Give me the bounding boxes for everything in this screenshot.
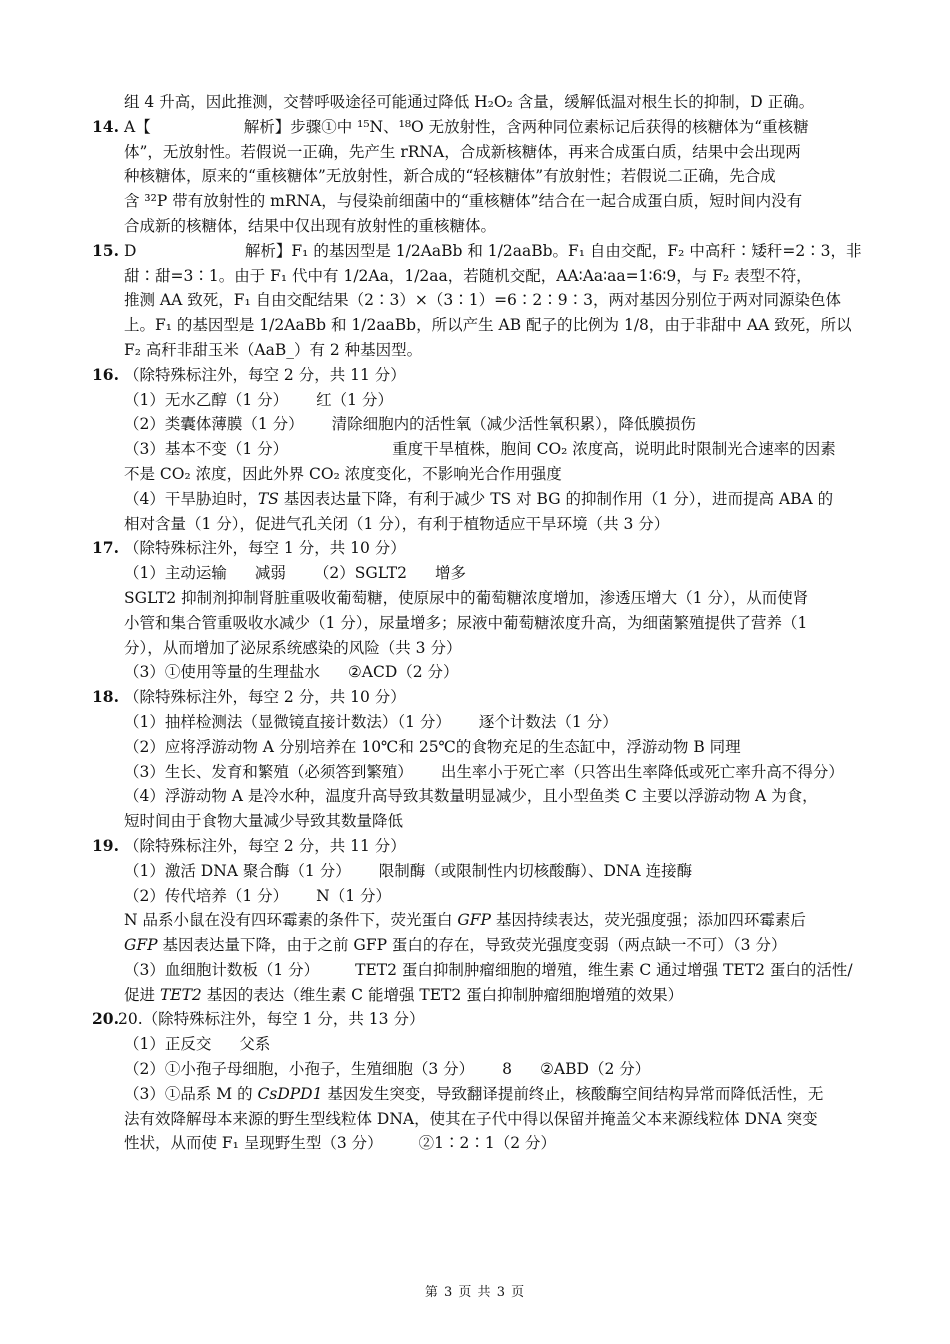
question-17	[92, 536, 862, 685]
question-number: 18.	[92, 687, 119, 707]
q15-line-3: 推测 AA 致死，F₁ 自由交配结果（2∶3）×（3∶1）=6∶2∶9∶3，两对基因分别位于两对同源染色体	[124, 291, 842, 310]
question-14	[92, 115, 862, 239]
question-15	[92, 239, 862, 363]
question-number: 20.	[92, 1009, 119, 1029]
q19-answer-2a: （2）传代培养（1 分）	[124, 886, 289, 905]
q19-header: （除特殊标注外，每空 2 分，共 11 分）	[124, 836, 406, 855]
q16-answer-2b: 清除细胞内的活性氧（减少活性氧积累），降低膜损伤	[331, 415, 696, 434]
question-18	[92, 685, 862, 834]
page-footer: 第 3 页 共 3 页	[424, 1285, 526, 1300]
q13-tail: 组 4 升高，因此推测，交替呼吸途径可能通过降低 H₂O₂ 含量，缓解低温对根生长的抑制，D 正确。	[124, 93, 815, 111]
q19-explanation-2-post: 基因表达量下降，由于之前 GFP 蛋白的存在，导致荧光强度变弱（两点缺一不可）（3 分）	[157, 936, 787, 955]
q17-header: （除特殊标注外，每空 1 分，共 10 分）	[124, 539, 406, 558]
q20-header: 20.（除特殊标注外，每空 1 分，共 13 分）	[118, 1010, 425, 1029]
q19-answer-3a: （3）血细胞计数板（1 分）	[124, 960, 320, 979]
q14-line-3: 种核糖体，原来的“重核糖体”无放射性，新合成的“轻核糖体”有放射性；若假说二正确，先合成	[124, 167, 776, 186]
q14-line-5: 合成新的核糖体，结果中仅出现有放射性的重核糖体。	[124, 216, 497, 235]
q19-answer-2b: N（1 分）	[316, 886, 392, 905]
question-number: 17.	[92, 538, 119, 558]
q20-answer-3b: 法有效降解母本来源的野生型线粒体 DNA，使其在子代中得以保留并掩盖父本来源线粒体 DNA 突变	[124, 1109, 818, 1128]
q18-answer-3b: 出生率小于死亡率（只答出生率降低或死亡率升高不得分）	[440, 762, 844, 781]
q20-answer-2a: （2）①小孢子母细胞，小孢子，生殖细胞（3 分）	[124, 1060, 475, 1079]
q18-answer-4: （4）浮游动物 A 是冷水种，温度升高导致其数量明显减少，且小型鱼类 C 主要以浮游动物 A 为食，	[124, 787, 818, 806]
q14-line-2: 体”，无放射性。若假说一正确，先产生 rRNA，合成新核糖体，再来合成蛋白质，结果中会出现两	[124, 142, 801, 161]
q19-explanation-2-gene: GFP	[124, 936, 158, 955]
q15-line-2: 甜∶甜=3∶1。由于 F₁ 代中有 1/2Aa，1/2aa，若随机交配，AA∶Aa∶aa=1∶6∶9，与 F₂ 表型不符，	[124, 266, 812, 285]
q17-explanation-3: 分），从而增加了泌尿系统感染的风险（共 3 分）	[124, 638, 462, 657]
q18-answer-4b: 短时间由于食物大量减少导致其数量降低	[124, 812, 404, 831]
q19-explanation-1-post: 基因持续表达，荧光强度强；添加四环霉素后	[491, 911, 806, 930]
q16-answer-1b: 红（1 分）	[316, 390, 393, 409]
q17-explanation-2: 小管和集合管重吸收水减少（1 分），尿量增多；尿液中葡萄糖浓度升高，为细菌繁殖提供了营养（1	[124, 613, 808, 632]
q19-explanation-1-gene: GFP	[457, 911, 491, 930]
q17-answer-3a: （3）①使用等量的生理盐水	[124, 663, 320, 682]
question-19	[92, 834, 862, 1008]
q17-explanation-1: SGLT2 抑制剂抑制肾脏重吸收葡萄糖，使原尿中的葡萄糖浓度增加，渗透压增大（1 分），从而使肾	[124, 588, 809, 607]
q16-answer-3b: 重度干旱植株，胞间 CO₂ 浓度高，说明此时限制光合速率的因素	[392, 440, 836, 459]
q19-explanation-1-pre: N 品系小鼠在没有四环霉素的条件下，荧光蛋白	[124, 911, 458, 930]
q18-answer-2: （2）应将浮游动物 A 分别培养在 10℃和 25℃的食物充足的生态缸中，浮游动物 B 同理	[124, 737, 741, 756]
q15-line-5: F₂ 高秆非甜玉米（AaB_）有 2 种基因型。	[124, 340, 423, 359]
question-number: 16.	[92, 364, 119, 384]
q19-answer-1b: 限制酶（或限制性内切核酸酶）、DNA 连接酶	[378, 861, 693, 880]
q20-answer-3-post: 基因发生突变，导致翻译提前终止，核酸酶空间结构异常而降低活性，无	[322, 1084, 824, 1103]
q20-answer-3d: ②1∶2∶1（2 分）	[418, 1134, 556, 1153]
question-number: 15.	[92, 240, 119, 260]
q16-answer-4-gene: TS	[257, 489, 279, 508]
q14-line-4: 含 ³²P 带有放射性的 mRNA，与侵染前细菌中的“重核糖体”结合在一起合成蛋白质，短时间内没有	[124, 192, 803, 211]
q16-answer-3a: （3）基本不变（1 分）	[124, 440, 289, 459]
q20-answer-1b: 父系	[239, 1035, 271, 1054]
question-number: 19.	[92, 835, 119, 855]
q20-answer-2b: 8	[502, 1060, 513, 1079]
q16-answer-4b: 相对含量（1 分），促进气孔关闭（1 分），有利于植物适应干旱环境（共 3 分）	[124, 514, 670, 533]
q18-answer-3a: （3）生长、发育和繁殖（必须答到繁殖）	[124, 762, 413, 781]
q19-answer-3c-gene: TET2	[159, 985, 202, 1004]
q20-answer-3-pre: （3）①品系 M 的	[124, 1084, 258, 1103]
q19-answer-3c-pre: 促进	[124, 985, 160, 1004]
q16-answer-1a: （1）无水乙醇（1 分）	[124, 390, 289, 409]
q19-answer-1a: （1）激活 DNA 聚合酶（1 分）	[124, 861, 351, 880]
q18-header: （除特殊标注外，每空 2 分，共 10 分）	[124, 688, 406, 707]
q17-answer-1b: 减弱	[254, 564, 286, 583]
q16-answer-3c: 不是 CO₂ 浓度，因此外界 CO₂ 浓度变化，不影响光合作用强度	[124, 464, 562, 483]
q16-answer-4-post: 基因表达量下降，有利于减少 TS 对 BG 的抑制作用（1 分），进而提高 ABA 的	[278, 489, 834, 508]
q19-answer-3c-post: 基因的表达（维生素 C 能增强 TET2 蛋白抑制肿瘤细胞增殖的效果）	[201, 985, 684, 1004]
q20-answer-3c: 性状，从而使 F₁ 呈现野生型（3 分）	[124, 1134, 383, 1153]
question-number: 14.	[92, 116, 119, 136]
q16-answer-4-pre: （4）干旱胁迫时，	[124, 489, 258, 508]
q20-answer-2c: ②ABD（2 分）	[540, 1060, 651, 1079]
question-16	[92, 363, 862, 537]
q14-line-1: A【 解析】步骤①中 ¹⁵N、¹⁸O 无放射性，含两种同位素标记后获得的核糖体为“重核糖	[124, 117, 809, 136]
q20-answer-1a: （1）正反交	[124, 1035, 212, 1054]
question-20	[92, 1007, 862, 1156]
q17-answer-1a: （1）主动运输	[124, 564, 227, 583]
q15-line-1: D 解析】F₁ 的基因型是 1/2AaBb 和 1/2aaBb。F₁ 自由交配，F₂ 中高秆∶矮秆=2∶3，非	[124, 241, 862, 260]
q16-header: （除特殊标注外，每空 2 分，共 11 分）	[124, 365, 406, 384]
q17-answer-2a: （2）SGLT2	[313, 564, 407, 583]
q20-answer-3-gene: CsDPD1	[257, 1084, 323, 1103]
q17-answer-3b: ②ACD（2 分）	[347, 663, 459, 682]
q19-answer-3b: TET2 蛋白抑制肿瘤细胞的增殖，维生素 C 通过增强 TET2 蛋白的活性/	[355, 960, 853, 979]
q18-answer-1b: 逐个计数法（1 分）	[478, 712, 618, 731]
q17-answer-2b: 增多	[434, 564, 466, 583]
q15-line-4: 上。F₁ 的基因型是 1/2AaBb 和 1/2aaBb，所以产生 AB 配子的比例为 1/8，由于非甜中 AA 致死，所以	[124, 316, 852, 335]
answer-content	[92, 90, 862, 1156]
q18-answer-1a: （1）抽样检测法（显微镜直接计数法）（1 分）	[124, 712, 451, 731]
q16-answer-2a: （2）类囊体薄膜（1 分）	[124, 415, 304, 434]
